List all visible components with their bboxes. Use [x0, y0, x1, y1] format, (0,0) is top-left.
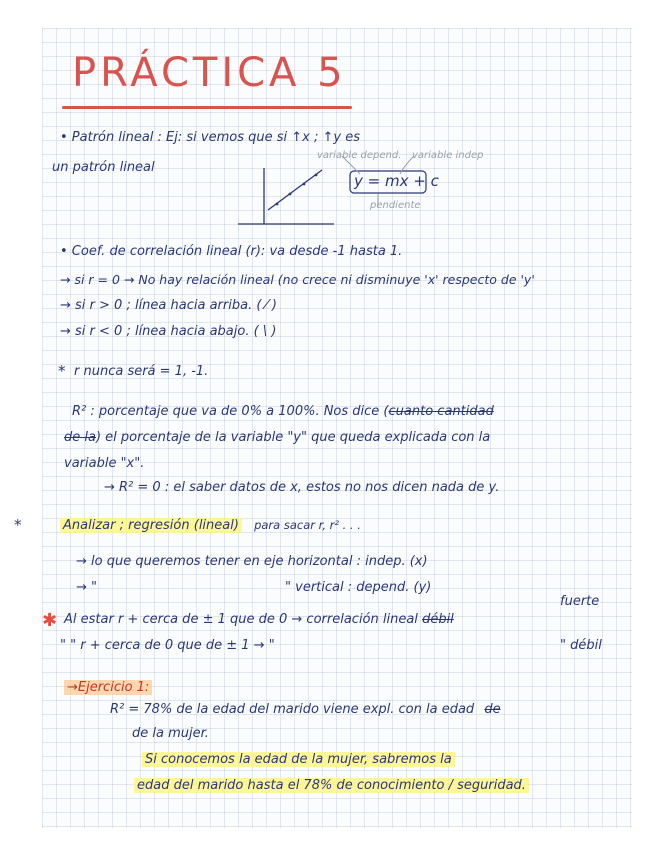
- exercise-line2: de la mujer.: [132, 726, 209, 741]
- exercise-line1: [110, 702, 501, 717]
- r2-line2: [64, 430, 490, 445]
- analyze-purpose: para sacar r, r² . . .: [254, 518, 361, 532]
- analyze-line: [60, 518, 361, 533]
- weak-label: " débil: [560, 638, 602, 653]
- correlation-case-negative: → si r < 0 ; línea hacia abajo. ( \ ): [60, 324, 277, 339]
- linear-pattern-line2: un patrón lineal: [52, 160, 155, 175]
- strong-correlation-line: [64, 612, 454, 627]
- exercise-line1-text: R² = 78% de la edad del marido viene expl. con la edad: [110, 702, 475, 717]
- strong-label: fuerte: [560, 594, 600, 609]
- exercise-highlight: →Ejercicio 1:: [64, 680, 152, 695]
- red-star-icon: ✱: [42, 610, 58, 631]
- strong-correlation-struck: débil: [422, 612, 454, 627]
- notebook-page: [14, 28, 632, 828]
- axis-vertical-ditto: → ": [76, 580, 98, 595]
- r2-line3: variable "x".: [64, 456, 145, 471]
- r2-line1-struck: cuanto cantidad: [388, 404, 494, 419]
- page-title: PRÁCTICA 5: [72, 50, 347, 96]
- r2-line1: [72, 404, 494, 419]
- linear-pattern-line1: • Patrón lineal : Ej: si vemos que si ↑x ; ↑y es: [60, 130, 360, 145]
- exercise-line1-struck: de: [484, 702, 501, 717]
- correlation-never: r nunca será = 1, -1.: [74, 364, 209, 379]
- axis-horizontal: → lo que queremos tener en eje horizontal : indep. (x): [76, 554, 428, 569]
- note-slope: pendiente: [370, 200, 421, 211]
- correlation-case-zero: → si r = 0 → No hay relación lineal (no crece ni disminuye 'x' respecto de 'y': [60, 272, 535, 287]
- r2-line2-text: ) el porcentaje de la variable "y" que queda explicada con la: [95, 430, 491, 445]
- r2-line2-struck: de la: [64, 430, 96, 445]
- weak-correlation-line: " " r + cerca de 0 que de ± 1 → ": [60, 638, 275, 653]
- note-dependent-variable: variable depend.: [317, 150, 402, 161]
- r2-line1-text: R² : porcentaje que va de 0% a 100%. Nos dice (: [72, 404, 389, 419]
- r2-line4: → R² = 0 : el saber datos de x, estos no nos dicen nada de y.: [104, 480, 500, 495]
- exercise-line4-highlight: edad del marido hasta el 78% de conocimiento / seguridad.: [134, 778, 529, 793]
- exercise-line3: [142, 752, 455, 767]
- correlation-intro: • Coef. de correlación lineal (r): va desde -1 hasta 1.: [60, 244, 403, 259]
- linear-equation: y = mx + c: [354, 172, 439, 190]
- analyze-highlight: Analizar ; regresión (lineal): [60, 518, 242, 533]
- note-independent-variable: variable indep: [412, 150, 484, 161]
- axis-vertical: [76, 580, 431, 595]
- strong-correlation-text: Al estar r + cerca de ± 1 que de 0 → correlación lineal: [64, 612, 418, 627]
- asterisk-icon: *: [58, 362, 66, 380]
- exercise-line3-highlight: Si conocemos la edad de la mujer, sabremos la: [142, 752, 455, 767]
- axis-vertical-text: " vertical : depend. (y): [285, 580, 432, 595]
- exercise-line4: [134, 778, 529, 793]
- exercise-heading: [64, 680, 152, 695]
- correlation-case-positive: → si r > 0 ; línea hacia arriba. ( ⁄ ): [60, 298, 277, 313]
- asterisk-icon: *: [14, 516, 22, 534]
